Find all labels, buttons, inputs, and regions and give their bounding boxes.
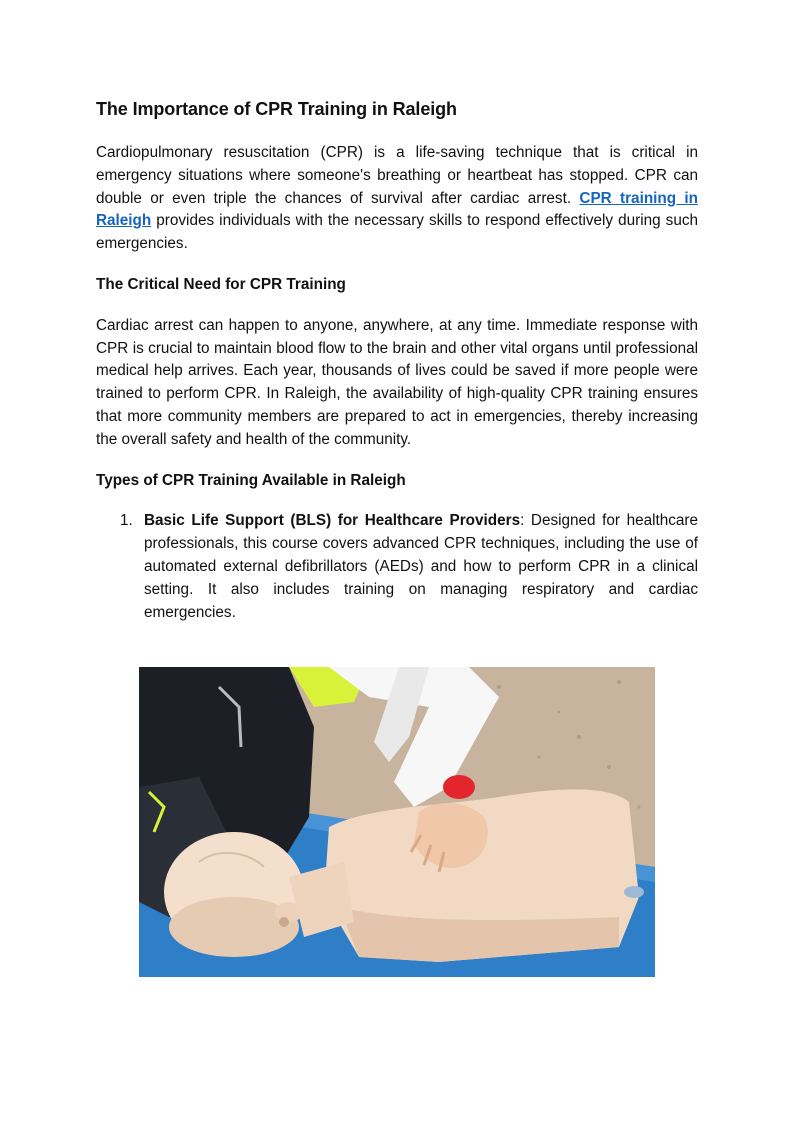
section-heading-types: Types of CPR Training Available in Raleigh	[96, 471, 406, 489]
cpr-manikin-illustration	[139, 667, 655, 977]
critical-need-paragraph: Cardiac arrest can happen to anyone, anywhere, at any time. Immediate response with CPR is crucial to maintain blood flow to the brain and other vital organs until professional medical help arrives. Each year, thousands of lives could be saved if more people were trained to perform CPR. In Raleigh, the availability of high-quality CPR training ensures that more community members are prepared to act in emergencies, thereby increasing the overall safety and health of the community.	[96, 316, 698, 448]
document-title: The Importance of CPR Training in Raleigh	[96, 99, 457, 119]
intro-text-after-link: provides individuals with the necessary skills to respond effectively during such emergencies.	[96, 212, 698, 253]
list-item-number: 1.	[120, 512, 133, 530]
document-page	[96, 96, 698, 624]
cpr-training-link[interactable]: CPR training in Raleigh	[96, 189, 699, 230]
training-types-list	[96, 510, 698, 624]
list-item	[96, 510, 698, 624]
cpr-training-photo	[139, 667, 655, 977]
red-watch	[443, 775, 475, 799]
intro-text-before-link: Cardiopulmonary resuscitation (CPR) is a life-saving technique that is critical in emergency situations where someone's breathing or heartbeat has stopped. CPR can double or even triple the chances of survival after cardiac arrest.	[96, 144, 698, 207]
intro-paragraph	[96, 142, 698, 256]
section-heading-critical-need: The Critical Need for CPR Training	[96, 275, 346, 293]
list-item-title: Basic Life Support (BLS) for Healthcare Providers	[144, 512, 521, 530]
list-item-text: : Designed for healthcare professionals, this course covers advanced CPR techniques, including the use of automated external defibrillators (AEDs) and how to perform CPR in a clinical setting. It also includes training on managing respiratory and cardiac emergencies.	[144, 512, 699, 621]
